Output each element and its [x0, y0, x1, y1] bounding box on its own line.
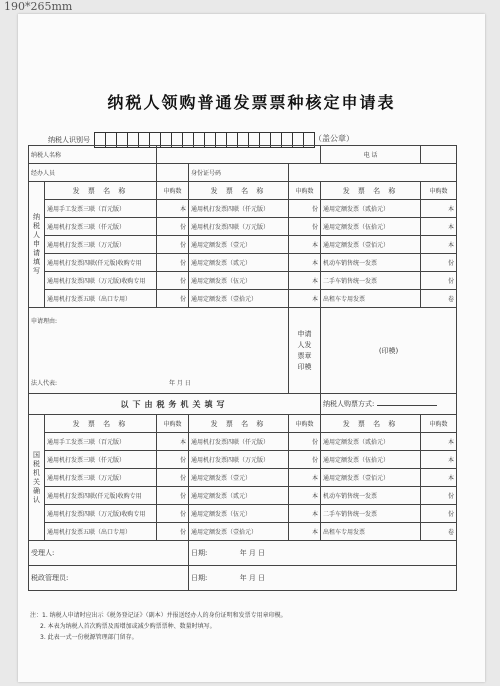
- approved-qty-cell[interactable]: 份: [157, 487, 189, 505]
- taxpayer-name-label: 纳税人名称: [29, 146, 157, 164]
- invoice-name: 二手车销售统一发票: [321, 272, 421, 290]
- invoice-qty-cell[interactable]: 本: [289, 272, 321, 290]
- invoice-row: [29, 236, 457, 254]
- invoice-name: 出租车专用发票: [321, 290, 421, 308]
- invoice-name: 通用机打发票三联（万元版）: [45, 469, 157, 487]
- invoice-qty-cell[interactable]: 本: [421, 236, 457, 254]
- invoice-name: 通用机打发票三联（万元版）: [45, 236, 157, 254]
- approved-qty-cell[interactable]: 本: [289, 487, 321, 505]
- invoice-qty-cell[interactable]: 卷: [421, 290, 457, 308]
- application-form-table: [28, 145, 457, 591]
- acceptor-date-cell[interactable]: [189, 541, 457, 566]
- legal-rep-label: 法人代表:: [31, 379, 58, 387]
- invoice-name: 机动车销售统一发票: [321, 254, 421, 272]
- invoice-row: [29, 218, 457, 236]
- approved-qty-cell[interactable]: 份: [157, 451, 189, 469]
- col-header-name: 发 票 名 称: [45, 182, 157, 200]
- approved-qty-cell[interactable]: 本: [421, 451, 457, 469]
- form-notes: [30, 610, 287, 643]
- acceptor-label: 受理人:: [31, 549, 55, 557]
- col-header-name: 发 票 名 称: [321, 182, 421, 200]
- acceptor-ymd: 年 月 日: [239, 549, 266, 557]
- approval-row: [29, 523, 457, 541]
- section2-side-label: 国税机关确认: [29, 415, 45, 541]
- seal-impression-box[interactable]: (印模): [321, 308, 457, 394]
- taxpayer-name-field[interactable]: [157, 146, 321, 164]
- phone-label: 电 话: [321, 146, 421, 164]
- col-header-name: 发 票 名 称: [321, 415, 421, 433]
- invoice-name: 通用定额发票（伍拾元）: [321, 451, 421, 469]
- invoice-name: 通用机打发票四联(仟元版)收购专用: [45, 487, 157, 505]
- invoice-name: 通用机打发票三联（仟元版）: [45, 218, 157, 236]
- note-line: 2. 本表为纳税人首次购票及需增加或减少购票票种、数量时填写。: [40, 623, 216, 630]
- note-line: 3. 此表一式一份税源管理部门留存。: [40, 634, 138, 641]
- invoice-row: [29, 254, 457, 272]
- invoice-name: 通用定额发票（伍元）: [189, 505, 289, 523]
- section1-side-label: 纳税人申请填写: [29, 182, 45, 308]
- approved-qty-cell[interactable]: 本: [289, 505, 321, 523]
- handler-label: 经办人员: [29, 164, 157, 182]
- section2-title: 以下由税务机关填写: [29, 394, 321, 415]
- approval-row: [29, 505, 457, 523]
- invoice-row: [29, 290, 457, 308]
- col-header-name: 发 票 名 称: [189, 415, 289, 433]
- approved-qty-cell[interactable]: 份: [289, 451, 321, 469]
- approved-qty-cell[interactable]: 份: [421, 505, 457, 523]
- invoice-qty-cell[interactable]: 本: [421, 218, 457, 236]
- approval-row: [29, 451, 457, 469]
- invoice-name: 出租车专用发票: [321, 523, 421, 541]
- invoice-name: 通用定额发票（贰拾元）: [321, 200, 421, 218]
- invoice-name: 通用机打发票四联（万元版）: [189, 451, 289, 469]
- phone-field[interactable]: [421, 146, 457, 164]
- purchase-mode-cell[interactable]: [321, 394, 457, 415]
- handler-field[interactable]: [157, 164, 189, 182]
- invoice-qty-cell[interactable]: 份: [289, 200, 321, 218]
- paper-size-label: 190*265mm: [4, 0, 73, 13]
- approved-qty-cell[interactable]: 份: [289, 433, 321, 451]
- invoice-name: 通用手工发票三联（百元版）: [45, 200, 157, 218]
- invoice-name: 通用定额发票（贰元）: [189, 487, 289, 505]
- approval-row: [29, 487, 457, 505]
- id-no-field[interactable]: [289, 164, 457, 182]
- invoice-name: 通用定额发票（壹佰元）: [321, 236, 421, 254]
- col-header-qty: 申购数: [289, 415, 321, 433]
- invoice-name: 通用定额发票（壹拾元）: [189, 523, 289, 541]
- invoice-qty-cell[interactable]: 本: [289, 254, 321, 272]
- approved-qty-cell[interactable]: 本: [157, 433, 189, 451]
- invoice-row: [29, 200, 457, 218]
- col-header-qty: 申购数: [157, 415, 189, 433]
- manager-date-label: 日期:: [191, 574, 208, 582]
- invoice-qty-cell[interactable]: 份: [157, 272, 189, 290]
- purchase-mode-label: 纳税人购票方式:: [323, 400, 375, 408]
- acceptor-cell[interactable]: [29, 541, 189, 566]
- form-title: 纳税人领购普通发票票种核定申请表: [107, 93, 396, 112]
- invoice-name: 通用定额发票（壹元）: [189, 469, 289, 487]
- acceptor-date-label: 日期:: [191, 549, 208, 557]
- invoice-qty-cell[interactable]: 份: [157, 218, 189, 236]
- invoice-qty-cell[interactable]: 份: [157, 290, 189, 308]
- invoice-name: 机动车销售统一发票: [321, 487, 421, 505]
- col-header-qty: 申购数: [289, 182, 321, 200]
- approved-qty-cell[interactable]: 卷: [421, 523, 457, 541]
- approval-row: [29, 469, 457, 487]
- invoice-name: 通用机打发票四联（仟元版）: [189, 433, 289, 451]
- approved-qty-cell[interactable]: 本: [289, 469, 321, 487]
- seal-note: （盖公章）: [314, 134, 354, 143]
- invoice-name: 通用机打发票五联（出口专用）: [45, 290, 157, 308]
- approved-qty-cell[interactable]: 本: [421, 433, 457, 451]
- manager-date-cell[interactable]: [189, 566, 457, 591]
- approval-row: [29, 433, 457, 451]
- apply-date-label: 年 月 日: [168, 379, 191, 387]
- col-header-qty: 申购数: [421, 182, 457, 200]
- invoice-name: 通用定额发票（壹元）: [189, 236, 289, 254]
- invoice-qty-cell[interactable]: 份: [421, 254, 457, 272]
- invoice-qty-cell[interactable]: 本: [289, 290, 321, 308]
- invoice-name: 通用手工发票三联（百元版）: [45, 433, 157, 451]
- invoice-name: 通用机打发票四联（万元版)收购专用: [45, 272, 157, 290]
- tax-id-label: 纳税人识别号: [48, 136, 90, 144]
- invoice-name: 通用机打发票四联（仟元版）: [189, 200, 289, 218]
- col-header-name: 发 票 名 称: [189, 182, 289, 200]
- invoice-name: 通用机打发票四联(仟元版)收购专用: [45, 254, 157, 272]
- note-line: 注：1. 纳税人申请时应出示《税务登记证》（副本）并报送经办人的身份证明和发票专用章印模。: [30, 612, 287, 619]
- invoice-name: 通用机打发票五联（出口专用）: [45, 523, 157, 541]
- invoice-qty-cell[interactable]: 本: [157, 200, 189, 218]
- manager-label: 税政管理员:: [31, 574, 69, 582]
- approved-qty-cell[interactable]: 本: [289, 523, 321, 541]
- invoice-name: 通用定额发票（贰元）: [189, 254, 289, 272]
- invoice-row: [29, 272, 457, 290]
- manager-cell[interactable]: [29, 566, 189, 591]
- invoice-name: 通用定额发票（贰拾元）: [321, 433, 421, 451]
- invoice-name: 通用机打发票三联（仟元版）: [45, 451, 157, 469]
- id-no-label: 身份证号码: [189, 164, 289, 182]
- invoice-qty-cell[interactable]: 本: [421, 200, 457, 218]
- invoice-qty-cell[interactable]: 本: [289, 236, 321, 254]
- invoice-name: 通用定额发票（伍拾元）: [321, 218, 421, 236]
- applicant-seal-label: 申请人发票章印模: [289, 308, 321, 394]
- col-header-qty: 申购数: [157, 182, 189, 200]
- approved-qty-cell[interactable]: 份: [157, 523, 189, 541]
- invoice-name: 通用定额发票（伍元）: [189, 272, 289, 290]
- invoice-qty-cell[interactable]: 份: [157, 254, 189, 272]
- col-header-name: 发 票 名 称: [45, 415, 157, 433]
- invoice-qty-cell[interactable]: 份: [289, 218, 321, 236]
- invoice-name: 二手车销售统一发票: [321, 505, 421, 523]
- invoice-name: 通用定额发票（壹佰元）: [321, 469, 421, 487]
- invoice-name: 通用机打发票四联（万元版）: [189, 218, 289, 236]
- apply-reason-label: 申请理由:: [31, 318, 58, 325]
- apply-reason-cell[interactable]: [29, 308, 289, 372]
- manager-ymd: 年 月 日: [239, 574, 266, 582]
- legal-rep-cell[interactable]: [29, 371, 289, 394]
- col-header-qty: 申购数: [421, 415, 457, 433]
- approved-qty-cell[interactable]: 份: [421, 487, 457, 505]
- invoice-name: 通用机打发票四联（万元版)收购专用: [45, 505, 157, 523]
- invoice-name: 通用定额发票（壹拾元）: [189, 290, 289, 308]
- approved-qty-cell[interactable]: 份: [157, 469, 189, 487]
- approved-qty-cell[interactable]: 份: [157, 505, 189, 523]
- invoice-qty-cell[interactable]: 份: [157, 236, 189, 254]
- invoice-qty-cell[interactable]: 份: [421, 272, 457, 290]
- approved-qty-cell[interactable]: 本: [421, 469, 457, 487]
